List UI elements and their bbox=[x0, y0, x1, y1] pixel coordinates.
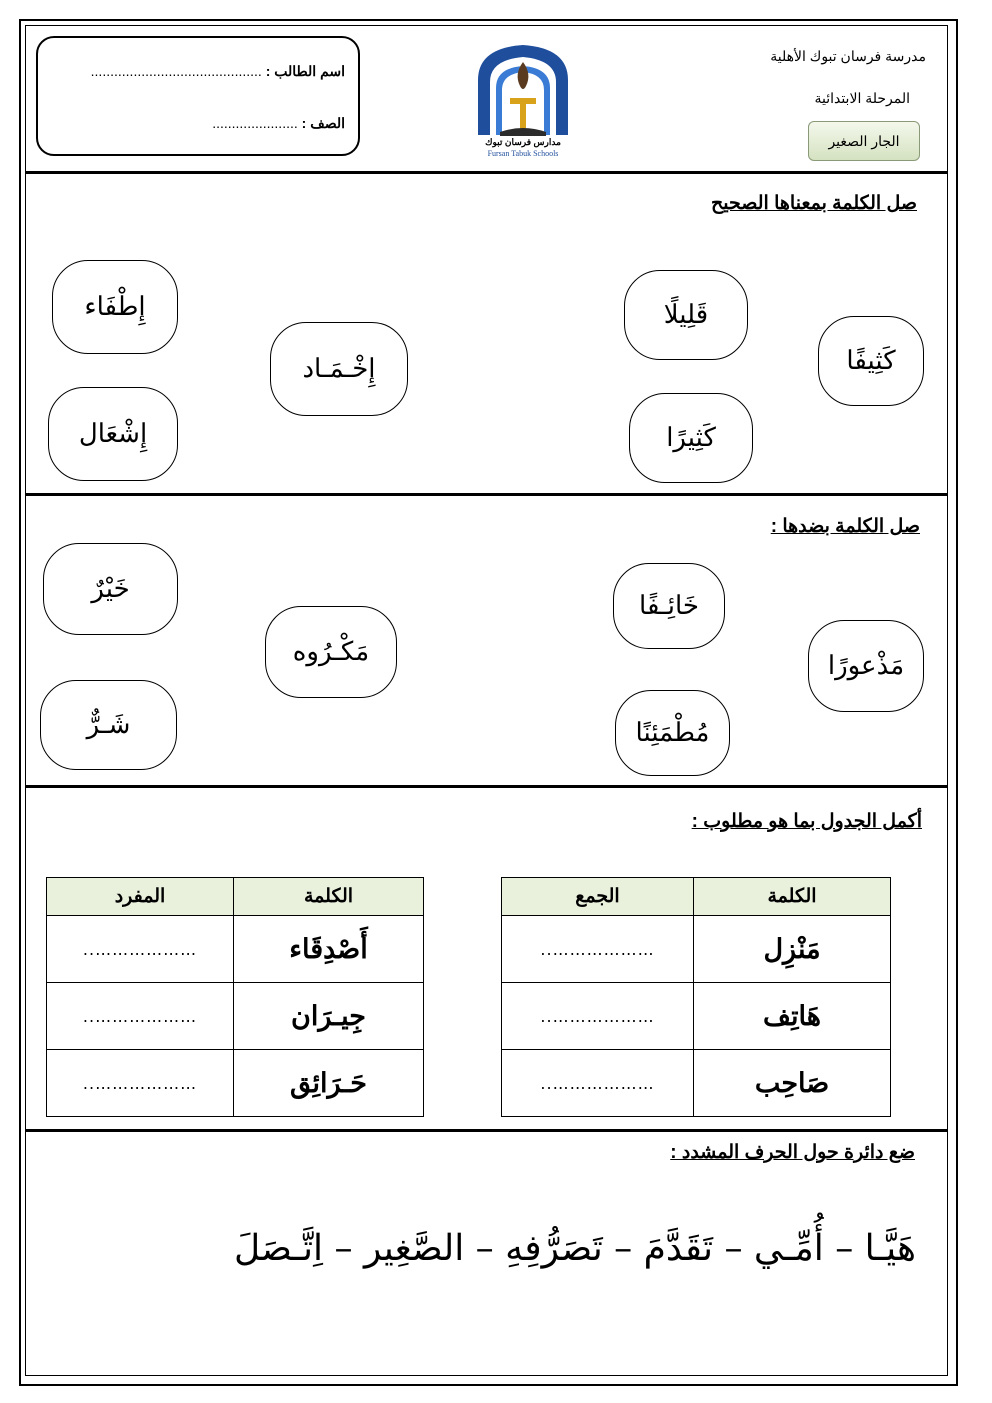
singular-word-3: حَـرَائِق bbox=[234, 1050, 424, 1117]
singular-answer-2[interactable]: ……………….. bbox=[47, 983, 234, 1050]
table-row bbox=[47, 916, 424, 983]
student-info-box bbox=[36, 36, 360, 156]
s2-word-2[interactable]: خَائِـفًا bbox=[613, 563, 725, 649]
student-name-field[interactable] bbox=[60, 63, 345, 80]
s2-opposite-1[interactable]: خَيْرٌ bbox=[43, 543, 178, 635]
s1-word-2[interactable]: قَلِيلًا bbox=[624, 270, 748, 360]
logo-emblem-icon bbox=[470, 40, 576, 140]
singular-table bbox=[46, 877, 424, 1117]
student-name-dots: ............................................ bbox=[90, 63, 262, 79]
class-label: الصف : bbox=[301, 115, 345, 131]
class-dots: ...................... bbox=[212, 115, 298, 131]
table-row bbox=[502, 916, 891, 983]
plural-answer-2[interactable]: ……………….. bbox=[502, 983, 694, 1050]
school-stage: المرحلة الابتدائية bbox=[814, 90, 910, 106]
logo-text-en: Fursan Tabuk Schools bbox=[487, 149, 559, 158]
s2-word-3[interactable]: مُطْمَئِنًا bbox=[615, 690, 730, 776]
plural-word-3: صَاحِب bbox=[694, 1050, 891, 1117]
class-field[interactable] bbox=[196, 115, 345, 132]
s1-meaning-2[interactable]: إِخْـمَـاد bbox=[270, 322, 408, 416]
school-logo bbox=[470, 40, 576, 162]
s1-meaning-1[interactable]: إِطْفَاء bbox=[52, 260, 178, 354]
singular-word-2: جِيـرَان bbox=[234, 983, 424, 1050]
section3-title: أكمل الجدول بما هو مطلوب : bbox=[691, 811, 922, 832]
divider-section3 bbox=[25, 1129, 948, 1132]
lesson-badge: الجار الصغير bbox=[808, 121, 920, 161]
logo-text-ar: مدارس فرسان تبوك bbox=[485, 137, 561, 147]
singular-answer-1[interactable]: ……………….. bbox=[47, 916, 234, 983]
plural-word-2: هَاتِف bbox=[694, 983, 891, 1050]
table-row bbox=[502, 1050, 891, 1117]
singular-word-1: أَصْدِقَاء bbox=[234, 916, 424, 983]
s2-opposite-2[interactable]: مَكْـرُوه bbox=[265, 606, 397, 698]
table-row bbox=[47, 983, 424, 1050]
plural-answer-1[interactable]: ……………….. bbox=[502, 916, 694, 983]
divider-header bbox=[25, 171, 948, 174]
singular-answer-3[interactable]: ……………….. bbox=[47, 1050, 234, 1117]
plural-answer-3[interactable]: ……………….. bbox=[502, 1050, 694, 1117]
table-row bbox=[47, 1050, 424, 1117]
plural-word-1: مَنْزِل bbox=[694, 916, 891, 983]
plural-col-answer: الجمع bbox=[502, 878, 694, 916]
section2-title: صل الكلمة بضدها : bbox=[770, 516, 920, 537]
plural-table bbox=[501, 877, 891, 1117]
s1-word-1[interactable]: كَثِيفًا bbox=[818, 316, 924, 406]
s1-word-3[interactable]: كَثِيرًا bbox=[629, 393, 753, 483]
section1-title: صل الكلمة بمعناها الصحيح bbox=[711, 193, 917, 214]
s2-word-1[interactable]: مَذْعورًا bbox=[808, 620, 924, 712]
shadda-words[interactable]: هَيَّـا – أُمِّـي – تَقَدَّمَ – تَصَرُّفِهِ – الصَّغِير – اِتَّـصَلَ bbox=[234, 1228, 916, 1269]
school-name: مدرسة فرسان تبوك الأهلية bbox=[770, 48, 926, 64]
section4-title: ضع دائرة حول الحرف المشدد : bbox=[670, 1142, 915, 1163]
table-row bbox=[502, 983, 891, 1050]
divider-section2 bbox=[25, 785, 948, 788]
singular-col-word: الكلمة bbox=[234, 878, 424, 916]
s1-meaning-3[interactable]: إِشْعَال bbox=[48, 387, 178, 481]
s2-opposite-3[interactable]: شَـرٌّ bbox=[40, 680, 177, 770]
student-name-label: اسم الطالب : bbox=[265, 63, 345, 79]
singular-col-answer: المفرد bbox=[47, 878, 234, 916]
divider-section1 bbox=[25, 493, 948, 496]
plural-col-word: الكلمة bbox=[694, 878, 891, 916]
